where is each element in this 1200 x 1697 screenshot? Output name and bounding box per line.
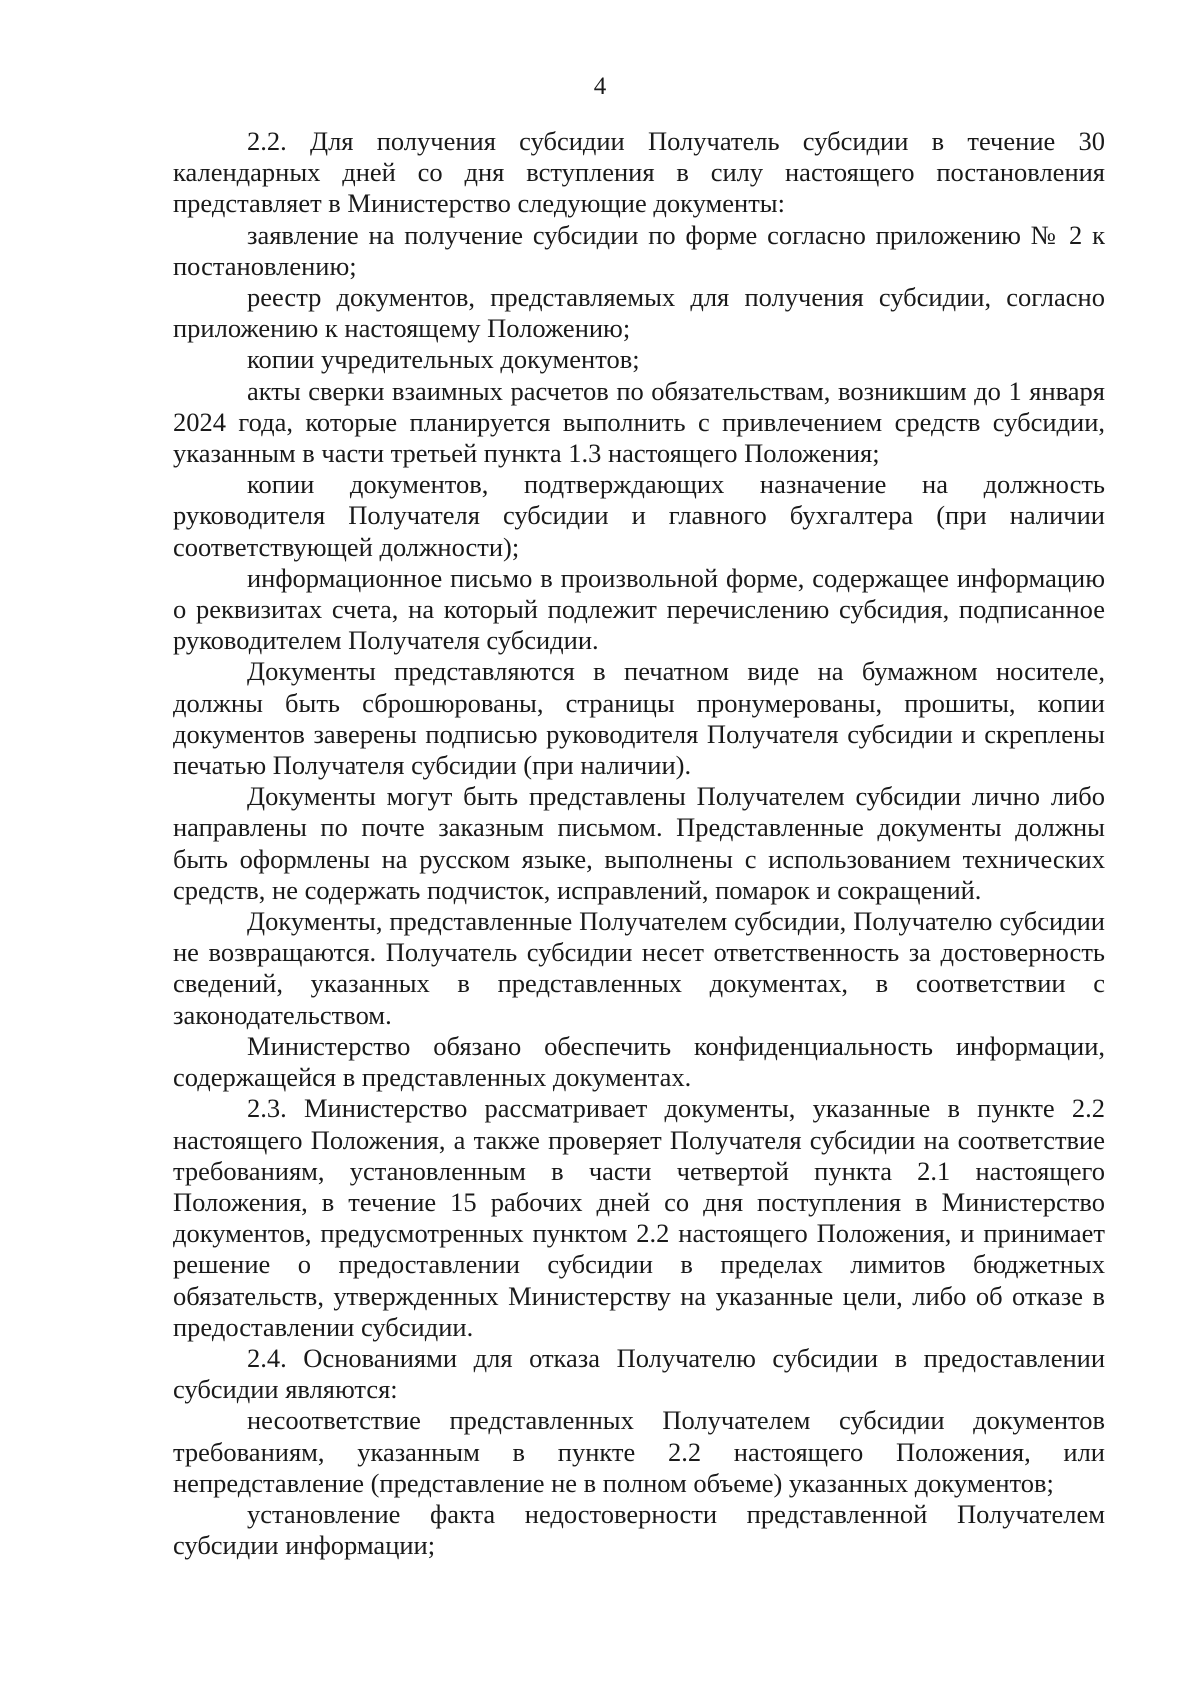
paragraph-submission: Документы могут быть представлены Получателем субсидии лично либо направлены по почте заказным письмом. Представленные документы должны быть оформлены на русском языке, выполнены с использованием технических средств, не содержать подчисток, исправлений, помарок и сокращений.	[173, 781, 1105, 905]
paragraph-2-4: 2.4. Основаниями для отказа Получателю субсидии в предоставлении субсидии являются:	[173, 1342, 1105, 1405]
list-item-info-letter: информационное письмо в произвольной форме, содержащее информацию о реквизитах счета, на который подлежит перечислению субсидия, подписанное руководителем Получателя субсидии.	[173, 562, 1105, 656]
list-item-unreliability: установление факта недостоверности представленной Получателем субсидии информации;	[173, 1498, 1105, 1561]
paragraph-2-3: 2.3. Министерство рассматривает документы, указанные в пункте 2.2 настоящего Положения, а также проверяет Получателя субсидии на соответствие требованиям, установленным в части четвертой пункта 2.1 настоящего Положения, в течение 15 рабочих дней со дня поступления в Министерство документов, предусмотренных пунктом 2.2 настоящего Положения, и принимает решение о предоставлении субсидии в пределах лимитов бюджетных обязательств, утвержденных Министерству на указанные цели, либо об отказе в предоставлении субсидии.	[173, 1093, 1105, 1342]
paragraph-print-format: Документы представляются в печатном виде на бумажном носителе, должны быть сброшюрованы, страницы пронумерованы, прошиты, копии документов заверены подписью руководителя Получателя субсидии и скреплены печатью Получателя субсидии (при наличии).	[173, 656, 1105, 781]
list-item-application: заявление на получение субсидии по форме согласно приложению № 2 к постановлению;	[173, 219, 1105, 281]
page-number: 4	[593, 73, 607, 100]
paragraph-no-return: Документы, представленные Получателем субсидии, Получателю субсидии не возвращаются. Получатель субсидии несет ответственность за достоверность сведений, указанных в представленных документах, в соответствии с законодательством.	[173, 906, 1105, 1030]
list-item-founding-docs: копии учредительных документов;	[247, 344, 640, 375]
list-item-reconciliation-acts: акты сверки взаимных расчетов по обязательствам, возникшим до 1 января 2024 года, которые планируется выполнить с привлечением средств субсидии, указанным в части третьей пункта 1.3 настоящего Положения;	[173, 375, 1105, 469]
paragraph-confidentiality: Министерство обязано обеспечить конфиденциальность информации, содержащейся в представленных документах.	[173, 1030, 1105, 1093]
list-item-registry: реестр документов, представляемых для получения субсидии, согласно приложению к настоящему Положению;	[173, 282, 1105, 344]
paragraph-2-2-intro: 2.2. Для получения субсидии Получатель субсидии в течение 30 календарных дней со дня вступления в силу настоящего постановления представляет в Министерство следующие документы:	[173, 126, 1105, 219]
list-item-nonconformity: несоответствие представленных Получателем субсидии документов требованиям, указанным в пункте 2.2 настоящего Положения, или непредставление (представление не в полном объеме) указанных документов;	[173, 1405, 1105, 1498]
document-body	[173, 126, 1105, 1561]
list-item-appointment-docs: копии документов, подтверждающих назначение на должность руководителя Получателя субсидии и главного бухгалтера (при наличии соответствующей должности);	[173, 469, 1105, 562]
